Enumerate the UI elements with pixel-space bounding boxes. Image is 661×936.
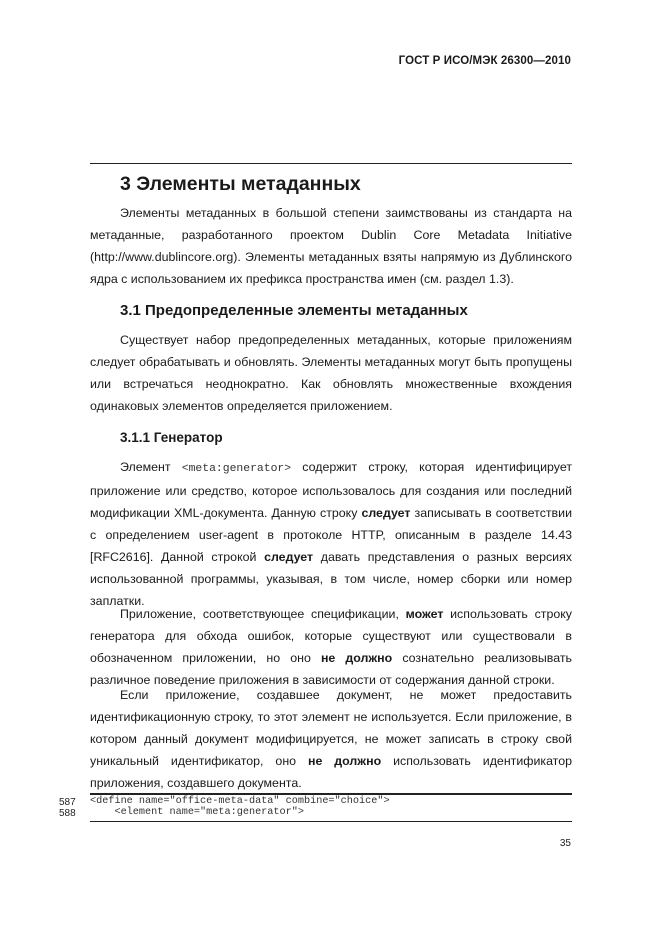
bold-keyword: не должно <box>308 754 382 768</box>
paragraph-conformance <box>90 603 572 691</box>
text-segment: использовать идентификатор приложения, создавшего документа. <box>90 754 573 790</box>
section-title: 3 Элементы метаданных <box>120 173 361 195</box>
code-line: <define name="office-meta-data" combine="choice"> <box>90 796 390 807</box>
bold-keyword: не должно <box>320 651 393 665</box>
code-block-top-rule <box>90 793 572 795</box>
code-line: <element name="meta:generator"> <box>90 807 304 818</box>
paragraph-generator <box>90 456 572 612</box>
page-number: 35 <box>559 838 571 849</box>
text-segment: сознательно реализовывать различное поведение приложения в зависимости от содержания данной строки. <box>90 651 573 687</box>
subsubsection-title: 3.1.1 Генератор <box>120 430 223 445</box>
document-header: ГОСТ Р ИСО/МЭК 26300—2010 <box>398 55 571 67</box>
paragraph-predefined <box>90 329 572 417</box>
top-divider <box>90 163 572 164</box>
text-segment: Элемент <box>120 460 182 474</box>
code-block-bottom-rule <box>90 821 572 822</box>
text-segment: записывать в соответствии с определением user-agent в протоколе HTTP, описанным в разделе 14.43 [RFC2616]. Данной строкой <box>90 506 572 564</box>
paragraph-intro <box>90 202 572 290</box>
text-segment: Если приложение, создавшее документ, не может предоставить идентификационную строку, то этот элемент не используется. Если приложение, в котором данный документ модифицируется, не может записать в строку свой уникальный идентификатор, оно <box>90 688 572 768</box>
bold-keyword: может <box>405 607 444 621</box>
bold-keyword: следует <box>361 506 411 520</box>
text-segment: содержит строку, которая идентифицирует приложение или средство, которое использовалось для создания или последний модификации XML-документа. Данную строку <box>90 460 572 520</box>
code-line-number: 588 <box>59 808 76 819</box>
subsection-title: 3.1 Предопределенные элементы метаданных <box>120 302 468 319</box>
text-segment: Приложение, соответствующее спецификации, <box>120 607 406 621</box>
inline-code: <meta:generator> <box>181 463 292 475</box>
bold-keyword: следует <box>264 550 314 564</box>
code-line-number: 587 <box>59 797 76 808</box>
text-segment: давать представления о разных версиях использованной программы, указывая, в том числе, номер сборки или номер заплатки. <box>90 550 572 608</box>
text-segment: использовать строку генератора для обхода ошибок, которые существуют или существовали в обозначенном приложении, но оно <box>90 607 572 665</box>
paragraph-predefined-text: Существует набор предопределенных метаданных, которые приложениям следует обрабатывать и обновлять. Элементы метаданных могут быть пропущены или встречаться неоднократно. Как обновлять множественные вхождения одинаковых элементов определяется приложением. <box>90 333 572 413</box>
paragraph-no-generator <box>90 684 572 794</box>
paragraph-intro-text: Элементы метаданных в большой степени заимствованы из стандарта на метаданные, разработанного проектом Dublin Core Metadata Initiative (http://www.dublincore.org). Элементы метаданных взяты напрямую из Дублинского ядра с использованием их префикса пространства имен (см. раздел 1.3). <box>90 206 572 286</box>
